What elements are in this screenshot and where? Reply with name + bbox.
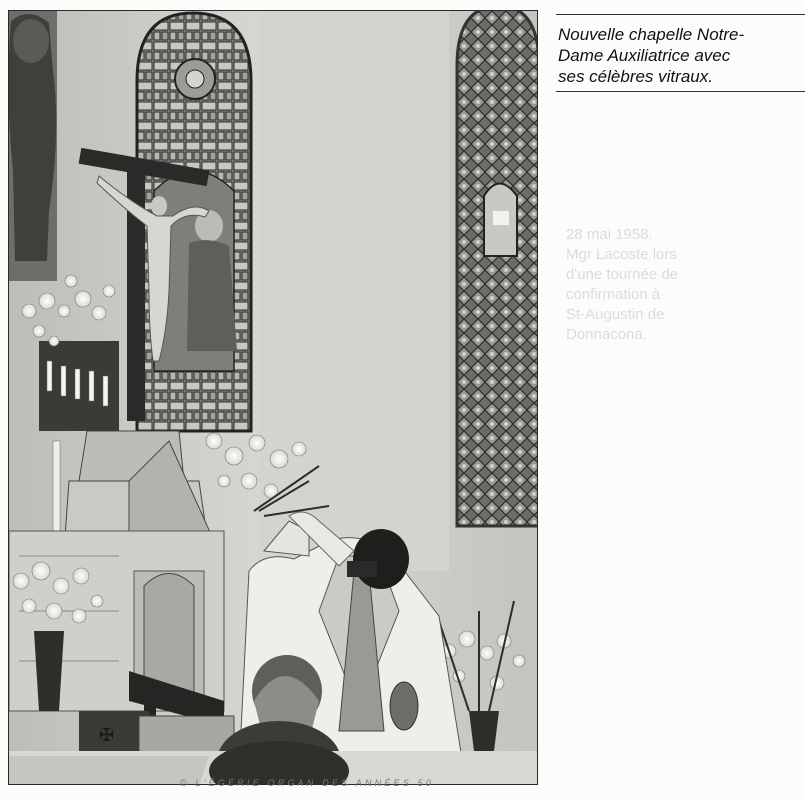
chapel-photo-illustration <box>9 11 538 785</box>
bleed-through-text: 28 mai 1958. Mgr Lacoste lors d'une tournée de confirmation à St-Augustin de Donnacona. <box>566 226 679 343</box>
bleed-through-caption <box>566 216 805 431</box>
chapel-photo <box>8 10 538 785</box>
page-footer: © L'ÉGÉRIE ORGAN DES ANNÉES 50 <box>180 778 435 788</box>
svg-text:✠: ✠ <box>99 725 115 746</box>
caption-block <box>556 14 805 92</box>
photo-caption: Nouvelle chapelle Notre- Dame Auxiliatrice avec ses célèbres vitraux. <box>558 25 745 86</box>
